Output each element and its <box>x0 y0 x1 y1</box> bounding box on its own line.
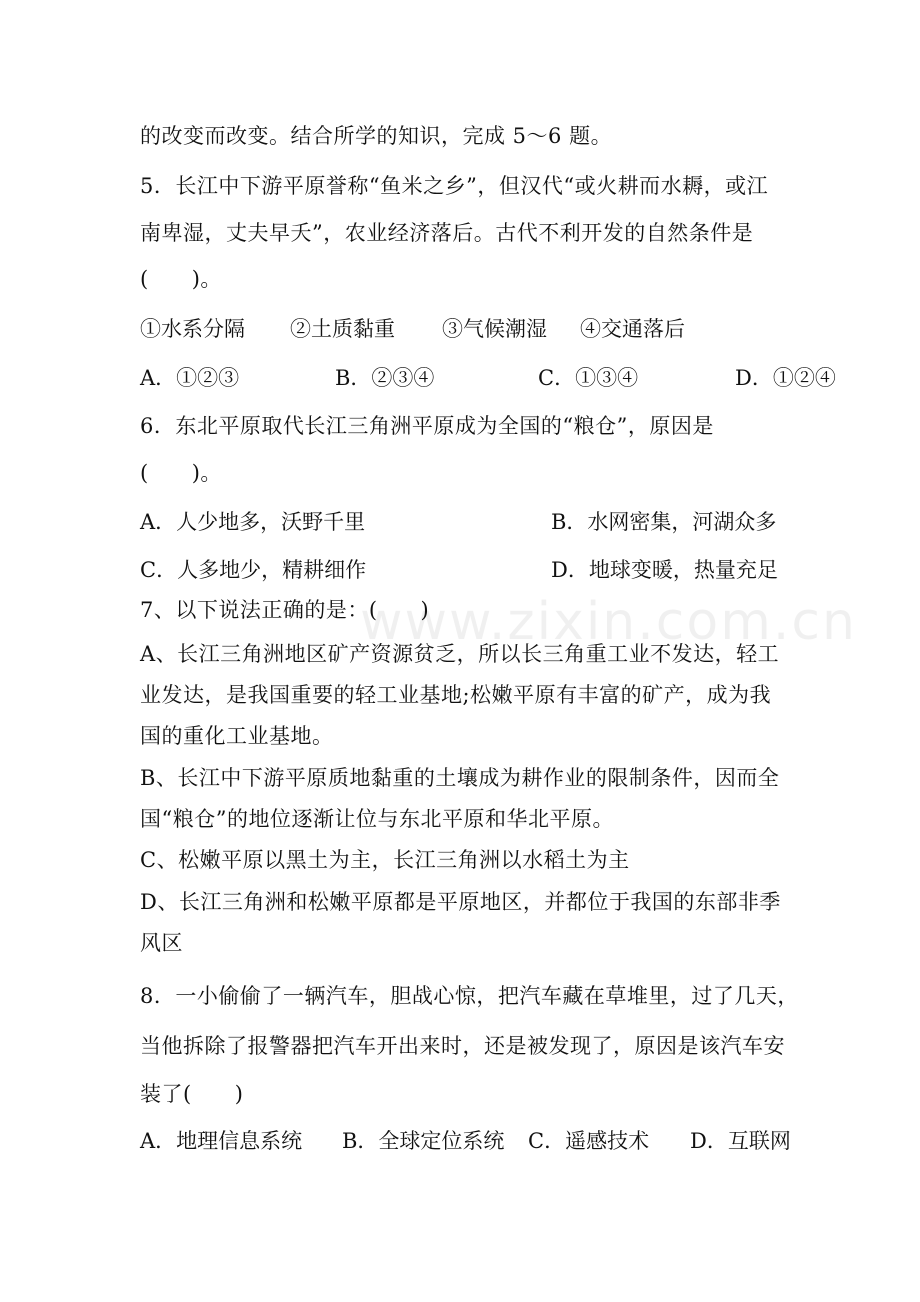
q6-option-d[interactable]: D．地球变暖，热量充足 <box>551 558 778 582</box>
q5-options <box>0 364 920 392</box>
q5-stem-line-3: ( )。 <box>140 267 222 291</box>
q7-option-a-line-2[interactable]: 业发达，是我国重要的轻工业基地;松嫩平原有丰富的矿产，成为我 <box>140 683 772 707</box>
q5-stem-line-1: 5．长江中下游平原誉称“鱼米之乡”，但汉代“或火耕而水耨，或江 <box>140 174 769 198</box>
q7-option-d-line-2[interactable]: 风区 <box>140 931 183 955</box>
q7-option-b-line-1[interactable]: B、长江中下游平原质地黏重的土壤成为耕作业的限制条件，因而全 <box>140 766 780 790</box>
watermark: www.zixin.com.cn <box>360 592 857 652</box>
q8-stem-line-1: 8．一小偷偷了一辆汽车，胆战心惊，把汽车藏在草堆里，过了几天， <box>140 984 799 1008</box>
q8-options <box>0 1127 920 1155</box>
q6-stem-line-2: ( )。 <box>140 461 222 485</box>
q6-option-a[interactable]: A．人少地多，沃野千里 <box>140 510 366 534</box>
q5-option-c[interactable]: C．①③④ <box>538 366 639 390</box>
q5-statement-1: ①水系分隔 <box>140 317 245 341</box>
q7-option-d-line-1[interactable]: D、长江三角洲和松嫩平原都是平原地区，并都位于我国的东部非季 <box>140 890 781 914</box>
q7-option-a-line-3[interactable]: 国的重化工业基地。 <box>140 724 334 748</box>
q5-statement-2: ②土质黏重 <box>290 317 395 341</box>
q5-option-d[interactable]: D．①②④ <box>735 366 836 390</box>
q6-option-b[interactable]: B．水网密集，河湖众多 <box>551 510 777 534</box>
q5-option-b[interactable]: B．②③④ <box>335 366 435 390</box>
q8-stem-line-3: 装了( ) <box>140 1082 244 1106</box>
q5-statement-3: ③气候潮湿 <box>442 317 547 341</box>
intro-text: 的改变而改变。结合所学的知识，完成 5～6 题。 <box>140 124 613 148</box>
q8-option-d[interactable]: D．互联网 <box>690 1129 791 1153</box>
q8-option-b[interactable]: B．全球定位系统 <box>342 1129 505 1153</box>
q6-stem-line-1: 6．东北平原取代长江三角洲平原成为全国的“粮仓”，原因是 <box>140 414 714 438</box>
q5-stem-line-2: 南卑湿，丈夫早夭”，农业经济落后。古代不利开发的自然条件是 <box>140 221 754 245</box>
q7-option-c[interactable]: C、松嫩平原以黑土为主，长江三角洲以水稻土为主 <box>140 848 630 872</box>
q7-option-b-line-2[interactable]: 国“粮仓”的地位逐渐让位与东北平原和华北平原。 <box>140 807 614 831</box>
q5-statement-4: ④交通落后 <box>580 317 685 341</box>
q5-statements <box>0 315 920 343</box>
q7-stem: 7、以下说法正确的是：( ) <box>140 598 430 622</box>
q8-option-a[interactable]: A．地理信息系统 <box>140 1129 303 1153</box>
q7-option-a-line-1[interactable]: A、长江三角洲地区矿产资源贫乏，所以长三角重工业不发达，轻工 <box>140 642 780 666</box>
q6-options-row-2 <box>0 556 920 584</box>
q6-options-row-1 <box>0 508 920 536</box>
q8-option-c[interactable]: C．遥感技术 <box>528 1129 650 1153</box>
q6-option-c[interactable]: C．人多地少，精耕细作 <box>140 558 367 582</box>
q5-option-a[interactable]: A．①②③ <box>140 366 240 390</box>
q8-stem-line-2: 当他拆除了报警器把汽车开出来时，还是被发现了，原因是该汽车安 <box>140 1034 785 1058</box>
